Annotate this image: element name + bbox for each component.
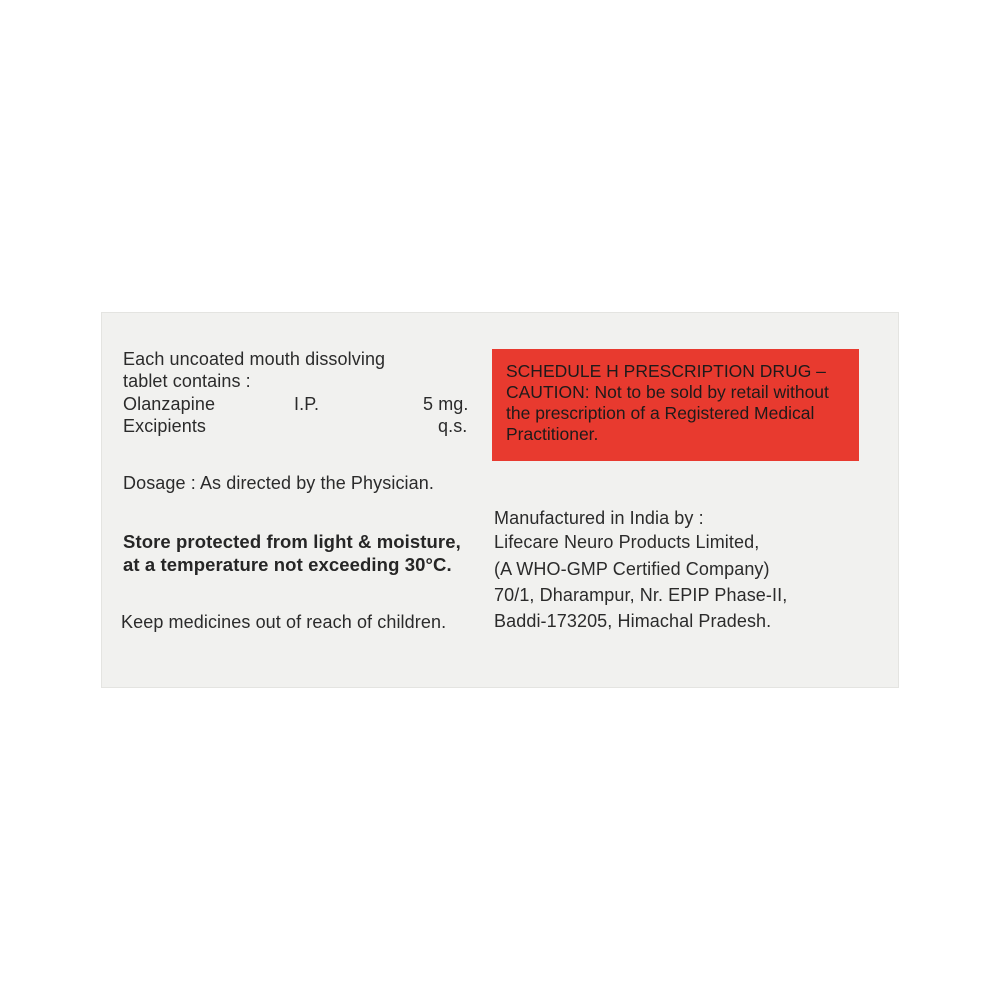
keep-away-text: Keep medicines out of reach of children. — [121, 612, 447, 632]
warning-line1: SCHEDULE H PRESCRIPTION DRUG – — [506, 361, 826, 381]
manufacturer-name: Lifecare Neuro Products Limited, — [494, 532, 760, 552]
manufacturer-certification: (A WHO-GMP Certified Company) — [494, 559, 770, 579]
manufacturer-heading: Manufactured in India by : — [494, 508, 704, 528]
storage-line1: Store protected from light & moisture, — [123, 531, 461, 552]
ingredient-standard: I.P. — [294, 394, 320, 414]
composition-intro-line1: Each uncoated mouth dissolving — [123, 349, 386, 369]
ingredient-amount: q.s. — [438, 416, 468, 436]
warning-line4: Practitioner. — [506, 424, 599, 444]
ingredient-name: Excipients — [123, 416, 207, 436]
manufacturer-address-line1: 70/1, Dharampur, Nr. EPIP Phase-II, — [494, 585, 788, 605]
schedule-h-warning-box — [492, 349, 859, 461]
manufacturer-address-line2: Baddi-173205, Himachal Pradesh. — [494, 611, 772, 631]
dosage-text: Dosage : As directed by the Physician. — [123, 473, 434, 493]
ingredient-name: Olanzapine — [123, 394, 216, 414]
composition-intro-line2: tablet contains : — [123, 371, 251, 391]
ingredient-amount: 5 mg. — [423, 394, 469, 414]
warning-line3: the prescription of a Registered Medical — [506, 403, 815, 423]
warning-line2: CAUTION: Not to be sold by retail without — [506, 382, 829, 402]
medicine-carton-panel — [101, 312, 899, 688]
storage-line2: at a temperature not exceeding 30°C. — [123, 554, 452, 575]
